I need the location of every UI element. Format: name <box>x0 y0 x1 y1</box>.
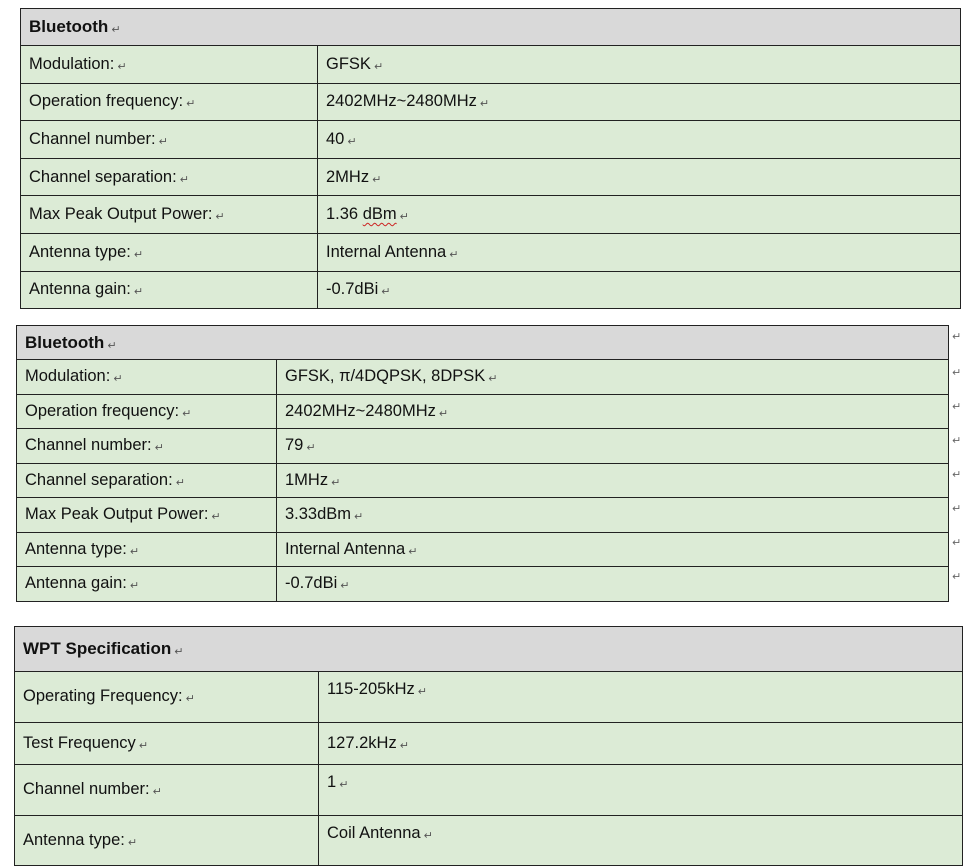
row-label: Antenna gain: <box>29 280 131 299</box>
paragraph-mark-icon: ↵ <box>952 330 962 343</box>
row-value-cell <box>277 532 949 567</box>
row-label: Operation frequency: <box>25 401 180 420</box>
paragraph-mark-icon: ↵ <box>479 98 490 111</box>
paragraph-mark-icon: ↵ <box>179 173 189 186</box>
row-value: 2402MHz~2480MHz <box>285 401 436 420</box>
paragraph-mark-icon: ↵ <box>175 476 185 489</box>
table-title: Bluetooth <box>29 17 109 36</box>
row-label: Channel number: <box>25 436 152 455</box>
paragraph-mark-icon: ↵ <box>381 286 391 299</box>
paragraph-mark-icon: ↵ <box>952 400 962 413</box>
row-label-cell <box>21 46 318 84</box>
row-value-cell <box>318 196 961 234</box>
row-value: 127.2kHz <box>327 733 397 752</box>
row-label: Operating Frequency: <box>23 687 183 706</box>
paragraph-mark-icon: ↵ <box>339 779 349 791</box>
table-row <box>17 429 949 464</box>
table-row <box>17 498 949 533</box>
paragraph-mark-icon: ↵ <box>133 286 144 299</box>
bluetooth-classic-spec-table <box>16 325 949 602</box>
paragraph-mark-icon: ↵ <box>331 476 341 489</box>
paragraph-mark-icon: ↵ <box>138 739 149 752</box>
table-row <box>21 121 961 159</box>
paragraph-mark-icon: ↵ <box>117 60 127 73</box>
row-label-cell <box>15 672 319 723</box>
table-header-row <box>17 326 949 360</box>
paragraph-mark-icon: ↵ <box>215 211 225 224</box>
row-value-cell <box>319 672 963 723</box>
paragraph-mark-icon: ↵ <box>354 511 364 524</box>
row-label: Antenna type: <box>25 539 127 558</box>
row-label-cell <box>15 815 319 866</box>
table-row <box>17 463 949 498</box>
table-row <box>15 765 963 816</box>
row-label-cell <box>15 722 319 765</box>
paragraph-mark-icon: ↵ <box>306 442 316 455</box>
row-label-cell <box>17 532 277 567</box>
row-value: GFSK, π/4DQPSK, 8DPSK <box>285 367 486 386</box>
paragraph-mark-icon: ↵ <box>133 248 144 261</box>
row-value-cell <box>277 498 949 533</box>
row-label-cell <box>21 233 318 271</box>
paragraph-mark-icon: ↵ <box>372 173 382 186</box>
row-label: Operation frequency: <box>29 92 184 111</box>
table-header-row <box>15 627 963 672</box>
row-value: 115-205kHz <box>327 680 415 698</box>
paragraph-mark-icon: ↵ <box>186 98 196 111</box>
spelling-flagged-unit: dBm <box>362 205 397 224</box>
paragraph-mark-icon: ↵ <box>127 836 138 849</box>
row-label: Channel separation: <box>25 470 173 489</box>
row-value: Coil Antenna <box>327 823 421 842</box>
paragraph-mark-icon: ↵ <box>952 536 962 549</box>
row-label-cell <box>21 121 318 159</box>
row-value-cell <box>319 722 963 765</box>
row-label: Max Peak Output Power: <box>29 205 213 224</box>
table-title: Bluetooth <box>25 332 105 352</box>
paragraph-mark-icon: ↵ <box>185 693 195 706</box>
row-label-cell <box>21 196 318 234</box>
paragraph-mark-icon: ↵ <box>488 373 498 386</box>
row-label: Test Frequency <box>23 733 136 752</box>
row-value: -0.7dBi <box>326 280 379 299</box>
paragraph-mark-icon: ↵ <box>158 135 168 148</box>
table-row <box>21 196 961 234</box>
paragraph-mark-icon: ↵ <box>174 646 184 658</box>
paragraph-mark-icon: ↵ <box>952 366 962 379</box>
row-value-cell <box>277 394 949 429</box>
row-label: Modulation: <box>29 54 115 73</box>
paragraph-mark-icon: ↵ <box>113 373 123 386</box>
paragraph-mark-icon: ↵ <box>373 60 384 73</box>
row-label: Channel number: <box>23 780 150 799</box>
table-row <box>21 158 961 196</box>
table-row <box>21 83 961 121</box>
row-label: Channel number: <box>29 129 156 148</box>
wpt-spec-table <box>14 626 963 866</box>
table-row <box>17 394 949 429</box>
paragraph-mark-icon: ↵ <box>152 786 162 799</box>
paragraph-mark-icon: ↵ <box>952 468 962 481</box>
row-value: 3.33dBm <box>285 505 352 524</box>
row-value: 40 <box>326 129 345 148</box>
paragraph-mark-icon: ↵ <box>154 442 164 455</box>
row-label-cell <box>15 765 319 816</box>
row-value-cell <box>277 463 949 498</box>
row-label-cell <box>21 83 318 121</box>
paragraph-mark-icon: ↵ <box>399 739 409 752</box>
table-title-cell <box>15 627 963 672</box>
bluetooth-le-spec-table <box>20 8 961 309</box>
row-value: 2MHz <box>326 167 370 186</box>
row-value-cell <box>318 121 961 159</box>
row-value-cell <box>318 233 961 271</box>
table-header-row <box>21 9 961 46</box>
table-title-cell <box>17 326 949 360</box>
paragraph-mark-icon: ↵ <box>952 434 962 447</box>
row-value: 1 <box>327 773 337 791</box>
row-value: -0.7dBi <box>285 574 338 593</box>
paragraph-mark-icon: ↵ <box>107 339 117 352</box>
row-value: 1MHz <box>285 470 329 489</box>
paragraph-mark-icon: ↵ <box>449 248 459 261</box>
table-row <box>17 567 949 602</box>
paragraph-mark-icon: ↵ <box>340 580 350 593</box>
paragraph-mark-icon: ↵ <box>408 545 418 558</box>
table-title: WPT Specification <box>23 639 172 658</box>
table-row <box>17 532 949 567</box>
row-value: GFSK <box>326 54 371 73</box>
paragraph-mark-icon: ↵ <box>347 135 357 148</box>
row-value: Internal Antenna <box>326 242 447 261</box>
table-row <box>21 46 961 84</box>
paragraph-mark-icon: ↵ <box>182 407 192 420</box>
table-row <box>15 815 963 866</box>
row-value-cell <box>319 765 963 816</box>
table-row <box>15 672 963 723</box>
paragraph-mark-icon: ↵ <box>129 580 140 593</box>
row-value-cell <box>318 271 961 309</box>
paragraph-mark-icon: ↵ <box>111 24 121 36</box>
row-value: Internal Antenna <box>285 539 406 558</box>
row-value: 2402MHz~2480MHz <box>326 92 477 111</box>
paragraph-mark-icon: ↵ <box>423 829 433 842</box>
row-value-prefix: 1.36 <box>326 205 363 224</box>
row-label-cell <box>17 498 277 533</box>
row-label-cell <box>17 360 277 395</box>
row-label: Modulation: <box>25 367 111 386</box>
paragraph-mark-icon: ↵ <box>399 211 409 224</box>
row-value-cell <box>277 567 949 602</box>
row-value-cell <box>318 158 961 196</box>
paragraph-mark-icon: ↵ <box>438 407 449 420</box>
row-value-cell <box>318 46 961 84</box>
table-row <box>15 722 963 765</box>
row-label: Max Peak Output Power: <box>25 505 209 524</box>
paragraph-mark-icon: ↵ <box>417 686 427 698</box>
table-row <box>21 271 961 309</box>
paragraph-mark-icon: ↵ <box>952 570 962 583</box>
row-value: 79 <box>285 436 304 455</box>
table-row <box>17 360 949 395</box>
row-label: Antenna type: <box>29 242 131 261</box>
paragraph-mark-icon: ↵ <box>129 545 140 558</box>
row-label-cell <box>17 463 277 498</box>
row-label: Antenna gain: <box>25 574 127 593</box>
paragraph-mark-icon: ↵ <box>211 511 221 524</box>
row-label: Antenna type: <box>23 830 125 849</box>
table-row <box>21 233 961 271</box>
row-label-cell <box>17 394 277 429</box>
row-value-cell <box>277 360 949 395</box>
row-label-cell <box>17 429 277 464</box>
row-label-cell <box>17 567 277 602</box>
row-value-cell <box>319 815 963 866</box>
row-label-cell <box>21 158 318 196</box>
row-label-cell <box>21 271 318 309</box>
paragraph-mark-icon: ↵ <box>952 502 962 515</box>
row-value-cell <box>318 83 961 121</box>
table-title-cell <box>21 9 961 46</box>
row-label: Channel separation: <box>29 167 177 186</box>
row-value-cell <box>277 429 949 464</box>
